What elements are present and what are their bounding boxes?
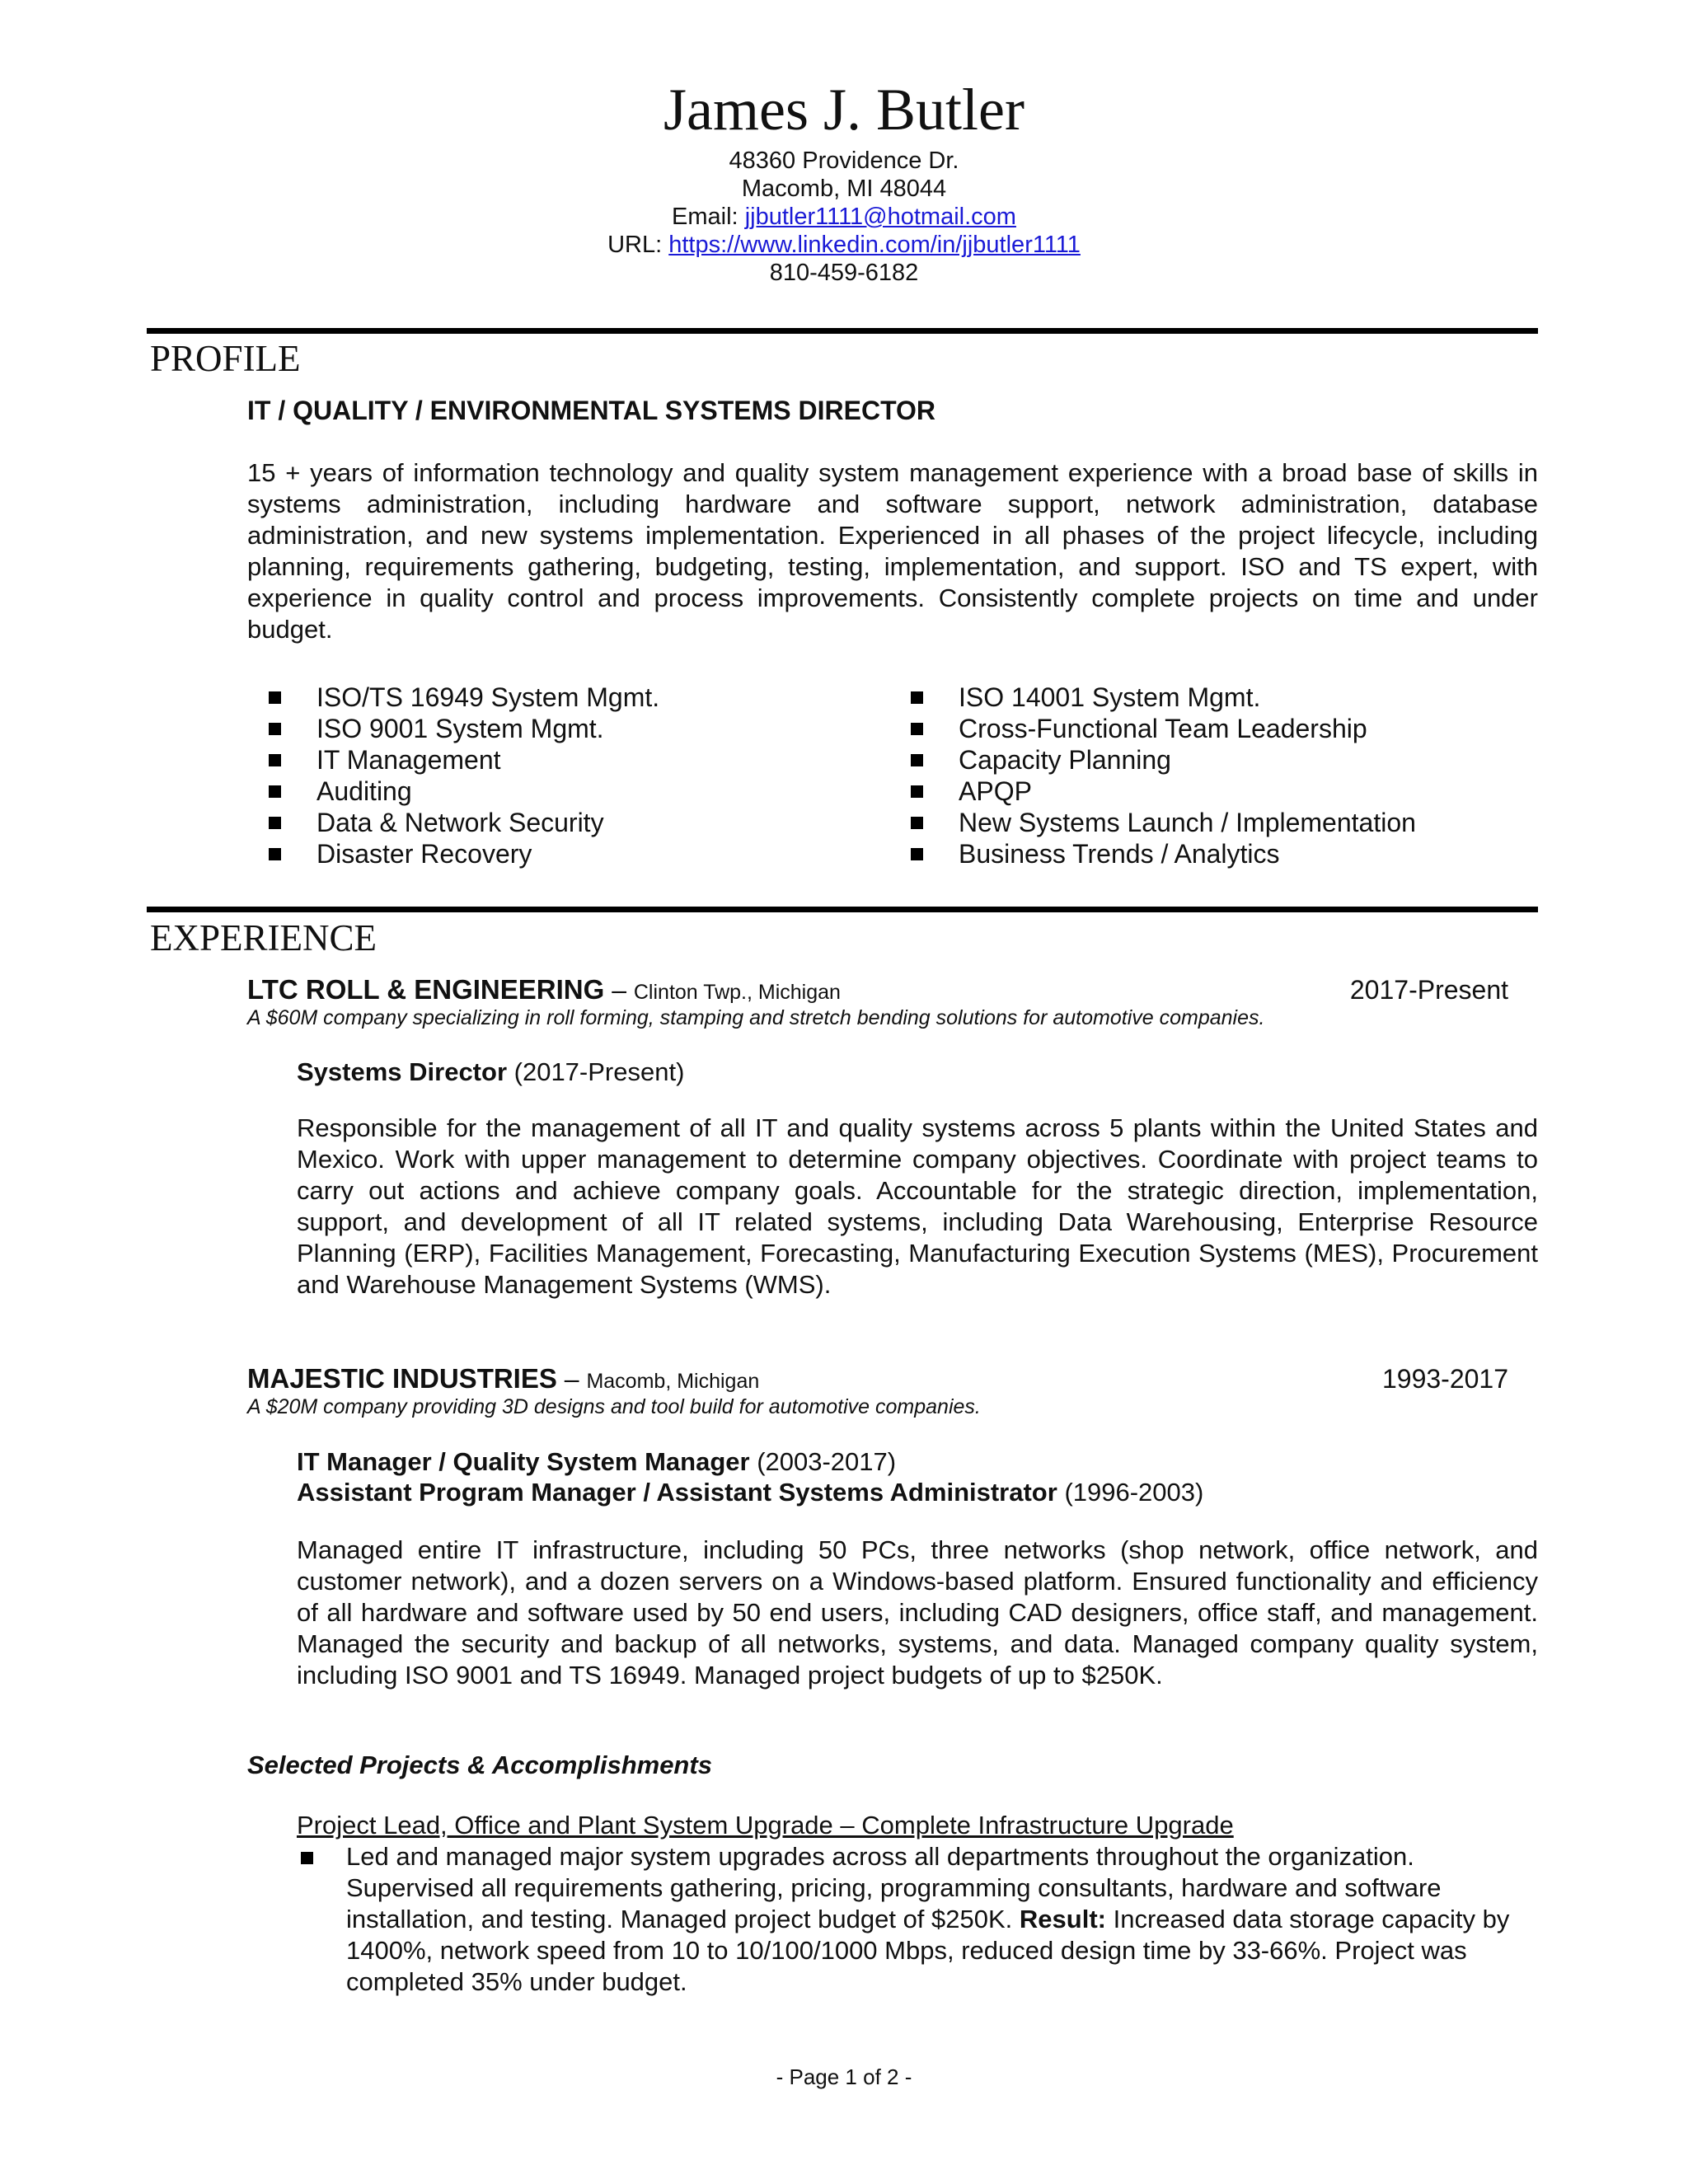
company-description: A $60M company specializing in roll forming, stamping and stretch bending solutions for automotive companies.	[247, 1006, 1265, 1029]
square-bullet-icon	[911, 691, 923, 704]
company-location: Clinton Twp., Michigan	[633, 981, 841, 1004]
role-title: Assistant Program Manager / Assistant Systems Administrator (1996-2003)	[297, 1478, 1204, 1507]
skill-item: Cross-Functional Team Leadership	[911, 713, 1416, 744]
job-dates: 1993-2017	[1381, 1364, 1508, 1394]
square-bullet-icon	[911, 754, 923, 766]
email-line	[0, 203, 1688, 231]
square-bullet-icon	[269, 817, 281, 829]
skill-item: ISO 14001 System Mgmt.	[911, 682, 1416, 713]
job-responsibilities: Responsible for the management of all IT and quality systems across 5 plants within the United States and Mexico. Work with upper management to determine company objectives. Coordinate with project teams to carry out actions and achieve company goals. Accountable for the strategic direction, implementation, support, and development of all IT related systems, including Data Warehousing, Enterprise Resource Planning (ERP), Facilities Management, Forecasting, Manufacturing Execution Systems (MES), Procurement and Warehouse Management Systems (WMS).	[297, 1113, 1538, 1299]
skill-item: New Systems Launch / Implementation	[911, 807, 1416, 838]
skill-item: Data & Network Security	[269, 807, 659, 838]
square-bullet-icon	[911, 848, 923, 860]
job-header	[247, 1363, 1508, 1397]
page-number: - Page 1 of 2 -	[776, 2064, 912, 2089]
skill-item: Auditing	[269, 776, 659, 807]
job-company-line	[247, 974, 841, 1008]
email-link[interactable]: jjbutler1111@hotmail.com	[744, 204, 1016, 230]
company-location: Macomb, Michigan	[586, 1370, 760, 1393]
company-name: MAJESTIC INDUSTRIES	[247, 1363, 557, 1394]
square-bullet-icon	[269, 754, 281, 766]
email-label: Email:	[672, 204, 738, 230]
selected-projects-heading: Selected Projects & Accomplishments	[247, 1750, 712, 1779]
square-bullet-icon	[269, 723, 281, 735]
company-name: LTC ROLL & ENGINEERING	[247, 974, 605, 1005]
skill-item: IT Management	[269, 744, 659, 776]
job-responsibilities: Managed entire IT infrastructure, including 50 PCs, three networks (shop network, office network, and customer network), and a dozen servers on a Windows-based platform. Ensured functionality and efficiency of all hardware and software used by 50 end users, including CAD designers, office staff, and management. Managed the security and backup of all networks, systems, and data. Managed company quality system, including ISO 9001 and TS 16949. Managed project budgets of up to $250K.	[297, 1535, 1538, 1690]
job-header	[247, 974, 1508, 1008]
square-bullet-icon	[911, 723, 923, 735]
section-rule-profile	[147, 328, 1538, 334]
job-company-line	[247, 1363, 759, 1397]
candidate-name: James J. Butler	[663, 77, 1025, 143]
url-line	[0, 231, 1688, 259]
job-dates: 2017-Present	[1349, 975, 1508, 1005]
skill-item: ISO 9001 System Mgmt.	[269, 713, 659, 744]
role-title: IT Manager / Quality System Manager (2003-2017)	[297, 1447, 897, 1476]
skill-item: Disaster Recovery	[269, 838, 659, 869]
separator: –	[556, 1364, 587, 1394]
address-line-2: Macomb, MI 48044	[741, 176, 947, 202]
project-description: Led and managed major system upgrades across all departments throughout the organization. Supervised all requirements gathering, pricing, programming consultants, hardware and software installation, and testing. Managed project budget of $250K. Result: Increased data storage capacity by 1400%, network speed from 10 to 10/100/1000 Mbps, reduced design time by 33-66%. Project was completed 35% under budget.	[346, 1842, 1510, 1996]
company-description: A $20M company providing 3D designs and tool build for automotive companies.	[247, 1395, 981, 1418]
square-bullet-icon	[301, 1852, 313, 1864]
square-bullet-icon	[269, 848, 281, 860]
skill-item: APQP	[911, 776, 1416, 807]
profile-title: IT / QUALITY / ENVIRONMENTAL SYSTEMS DIRECTOR	[247, 396, 936, 425]
profile-heading: PROFILE	[150, 338, 301, 379]
project-title: Project Lead, Office and Plant System Upgrade – Complete Infrastructure Upgrade	[297, 1811, 1234, 1840]
phone-number: 810-459-6182	[769, 260, 919, 286]
skills-list-right	[911, 682, 1416, 869]
role-title: Systems Director (2017-Present)	[297, 1057, 685, 1086]
separator: –	[604, 975, 634, 1005]
address-line-1: 48360 Providence Dr.	[729, 148, 959, 174]
skill-item: Business Trends / Analytics	[911, 838, 1416, 869]
square-bullet-icon	[269, 785, 281, 798]
square-bullet-icon	[269, 691, 281, 704]
experience-heading: EXPERIENCE	[150, 917, 377, 958]
skills-list-left	[269, 682, 659, 869]
square-bullet-icon	[911, 817, 923, 829]
profile-summary: 15 + years of information technology and quality system management experience with a broad base of skills in systems administration, including hardware and software support, network administration, database administration, and new systems implementation. Experienced in all phases of the project lifecycle, including planning, requirements gathering, budgeting, testing, implementation, and support. ISO and TS expert, with experience in quality control and process improvements. Consistently complete projects on time and under budget.	[247, 458, 1538, 644]
square-bullet-icon	[911, 785, 923, 798]
skill-item: ISO/TS 16949 System Mgmt.	[269, 682, 659, 713]
url-label: URL:	[607, 232, 663, 258]
section-rule-experience	[147, 907, 1538, 912]
skill-item: Capacity Planning	[911, 744, 1416, 776]
linkedin-link[interactable]: https://www.linkedin.com/in/jjbutler1111	[668, 232, 1081, 258]
